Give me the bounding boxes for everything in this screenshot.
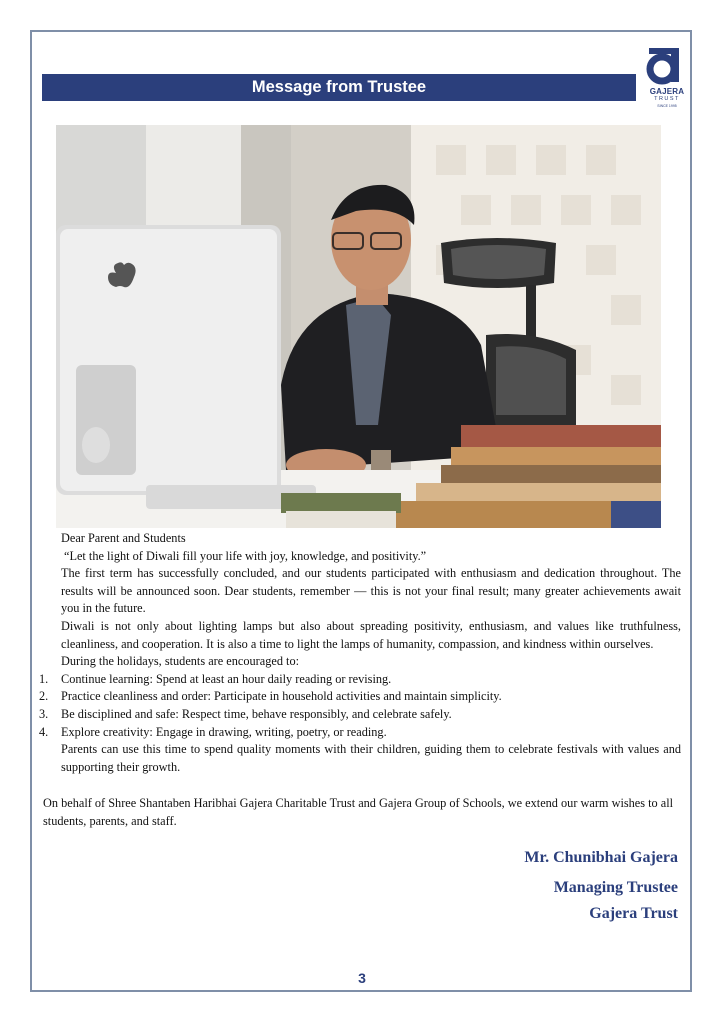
logo-since: SINCE 1995 xyxy=(657,104,677,108)
list-text: Be disciplined and safe: Respect time, behave responsibly, and celebrate safely. xyxy=(61,706,452,721)
list-item xyxy=(39,724,681,742)
list-number: 4. xyxy=(39,724,49,739)
list-intro: During the holidays, students are encouraged to: xyxy=(61,654,300,669)
closing-paragraph: On behalf of Shree Shantaben Haribhai Gajera Charitable Trust and Gajera Group of Schools, we extend our warm wishes to all students, parents, and staff. xyxy=(43,796,674,828)
logo-a-icon xyxy=(645,44,689,88)
letter-body xyxy=(39,530,681,776)
list-number: 1. xyxy=(39,671,49,686)
signatory-organization: Gajera Trust xyxy=(589,905,678,922)
diwali-quote: “Let the light of Diwali fill your life with joy, knowledge, and positivity.” xyxy=(64,548,427,563)
list-text: Explore creativity: Engage in drawing, writing, poetry, or reading. xyxy=(61,724,387,739)
list-item xyxy=(39,706,681,724)
list-item xyxy=(39,688,681,706)
list-text: Continue learning: Spend at least an hour daily reading or revising. xyxy=(61,671,392,686)
holiday-list xyxy=(39,671,681,741)
paragraph-results: The first term has successfully concluded, and our students participated with enthusiasm and dedication throughout. The results will be announced soon. Dear students, remember — this is not your final result; many greater achievements await you in the future. xyxy=(61,566,681,616)
logo-wordmark: GAJERA xyxy=(649,87,685,96)
paragraph-parents: Parents can use this time to spend quality moments with their children, guiding them to celebrate festivals with values and supporting their growth. xyxy=(61,742,681,774)
trustee-portrait-icon xyxy=(56,125,661,528)
gajera-trust-logo xyxy=(645,44,689,118)
logo-subtitle: TRUST xyxy=(654,96,680,102)
list-item xyxy=(39,671,681,689)
page-title: Message from Trustee xyxy=(42,74,636,101)
list-text: Practice cleanliness and order: Participate in household activities and maintain simplicity. xyxy=(61,689,502,704)
trustee-photo xyxy=(56,125,661,528)
paragraph-diwali: Diwali is not only about lighting lamps but also about spreading positivity, enthusiasm, and values like truthfulness, cleanliness, and cooperation. It is also a time to light the lamps of humanity, compassion, and kindness within ourselves. xyxy=(61,618,681,651)
signatory-role: Managing Trustee xyxy=(553,879,678,896)
salutation: Dear Parent and Students xyxy=(61,531,186,545)
signatory-name: Mr. Chunibhai Gajera xyxy=(524,849,678,866)
page-number: 3 xyxy=(358,970,366,986)
list-number: 2. xyxy=(39,689,49,704)
list-number: 3. xyxy=(39,706,49,721)
